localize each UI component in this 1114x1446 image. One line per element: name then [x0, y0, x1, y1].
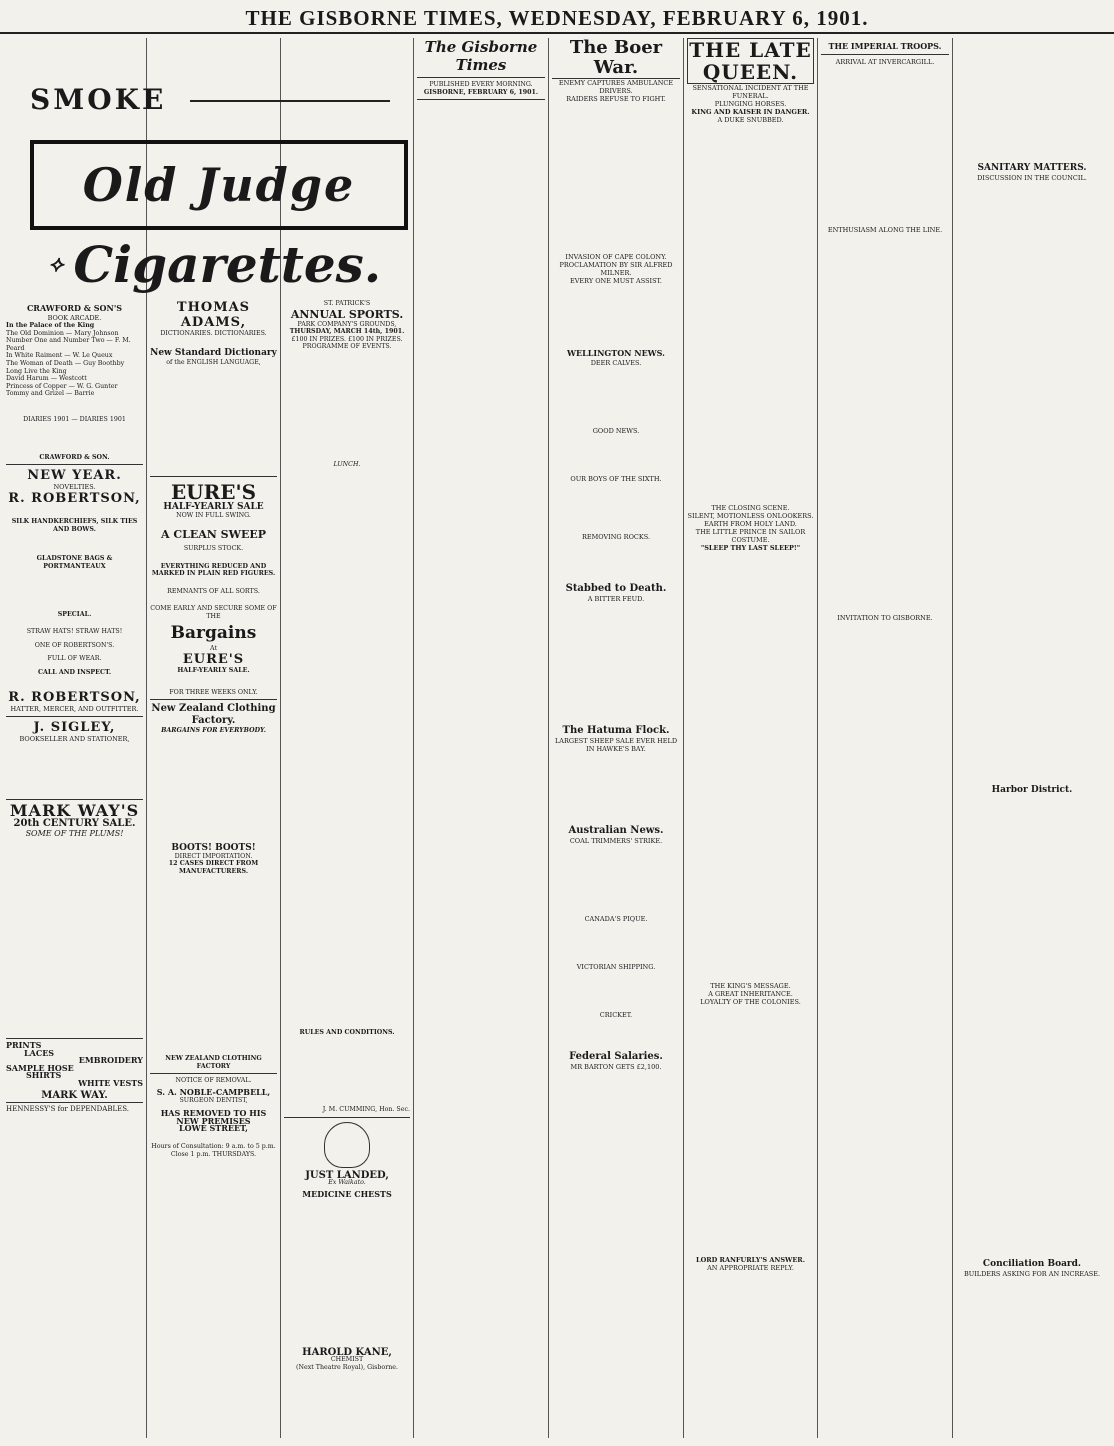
divider	[6, 1038, 143, 1039]
ad-line: DIARIES 1901 — DIARIES 1901	[23, 415, 126, 423]
article-body	[552, 285, 680, 345]
ad-line: SAMPLE HOSE	[6, 1062, 74, 1073]
ad-heading: JUST LANDED,	[305, 1169, 389, 1181]
ad-line: EVERYTHING REDUCED AND MARKED IN PLAIN RED FIGURES.	[151, 562, 276, 578]
ad-line: At	[210, 644, 217, 652]
divider	[150, 1073, 277, 1074]
divider	[821, 54, 949, 55]
headline: OUR BOYS OF THE SIXTH.	[570, 475, 662, 483]
ad-line: PARK COMPANY'S GROUNDS,	[297, 320, 397, 328]
ad-line: PRINTS	[6, 1040, 42, 1051]
headline: LARGEST SHEEP SALE EVER HELD IN HAWKE'S BAY.	[554, 737, 678, 753]
ad-heading: RULES AND CONDITIONS.	[299, 1028, 395, 1036]
headline: KING AND KAISER IN DANGER.	[691, 108, 810, 116]
column-5	[552, 38, 680, 1438]
article-body	[552, 483, 680, 533]
headline: A DUKE SNUBBED.	[717, 116, 784, 124]
section-title: THE LATE QUEEN.	[687, 38, 814, 84]
divider	[150, 476, 277, 477]
column-rule	[413, 38, 414, 1438]
column-rule	[548, 38, 549, 1438]
article-body	[552, 923, 680, 963]
headline: ENTHUSIASM ALONG THE LINE.	[827, 226, 943, 234]
column-6	[687, 38, 814, 1438]
ad-line: Close 1 p.m. THURSDAYS.	[170, 1150, 257, 1158]
headline: VICTORIAN SHIPPING.	[576, 963, 656, 971]
column-rule	[817, 38, 818, 1438]
headline: WELLINGTON NEWS.	[567, 348, 665, 358]
ad-heading: NEW YEAR.	[27, 468, 122, 484]
headline: THE KING'S MESSAGE.	[710, 982, 791, 990]
old-judge-banner	[30, 140, 408, 230]
ad-line: In the Palace of the King	[6, 322, 95, 329]
smoke-text: SMOKE	[30, 83, 167, 116]
column-2	[150, 300, 277, 1440]
ad-line: SILK HANDKERCHIEFS, SILK TIES AND BOWS.	[11, 518, 138, 533]
ad-line: (Next Theatre Royal), Gisborne.	[296, 1363, 398, 1371]
article-body	[552, 845, 680, 915]
product-list	[284, 1199, 410, 1349]
ad-line: THURSDAY, MARCH 14th, 1901.	[289, 328, 405, 336]
headline: THE IMPERIAL TROOPS.	[828, 41, 942, 51]
ad-line: S. A. NOBLE-CAMPBELL,	[156, 1087, 271, 1098]
headline: SILENT, MOTIONLESS ONLOOKERS.	[687, 512, 814, 520]
headline: GOOD NEWS.	[592, 427, 640, 435]
ad-line: CHEMIST	[330, 1356, 364, 1364]
list-item: Princess of Copper — W. G. Gunter	[6, 382, 118, 390]
headline: CRICKET.	[599, 1011, 633, 1019]
headline: REMOVING ROCKS.	[581, 533, 651, 541]
headline: SANITARY MATTERS.	[977, 163, 1087, 173]
divider	[6, 799, 143, 800]
divider	[417, 99, 545, 100]
page-masthead: THE GISBORNE TIMES, WEDNESDAY, FEBRUARY 6, 1901.	[0, 4, 1114, 34]
ad-heading: R. ROBERTSON,	[8, 690, 141, 706]
headline: A GREAT INHERITANCE.	[708, 990, 793, 998]
article-body	[821, 234, 949, 614]
ad-signoff: HAROLD KANE,	[302, 1346, 392, 1358]
headline: INVASION OF CAPE COLONY.	[565, 253, 667, 261]
product-name: Cigarettes.	[73, 234, 382, 294]
ad-heading: EURE'S	[170, 480, 257, 505]
headline: SENSATIONAL INCIDENT AT THE FUNERAL.	[692, 84, 809, 100]
column-1	[6, 300, 143, 1440]
ad-signoff: MARK WAY.	[41, 1089, 108, 1101]
ad-heading: ANNUAL SPORTS.	[290, 307, 404, 321]
ad-line: SPECIAL.	[57, 610, 92, 618]
ad-signoff: NEW ZEALAND CLOTHING FACTORY	[165, 1055, 262, 1070]
list-item: Long Live the King	[6, 367, 67, 375]
ad-subheading: BOOK ARCADE.	[47, 314, 102, 322]
ad-subheading: HATTER, MERCER, AND OUTFITTER.	[10, 705, 139, 714]
smoke-underline	[190, 100, 390, 102]
headline: Harbor District.	[991, 785, 1073, 795]
ad-line: LACES	[24, 1047, 55, 1058]
headline: Conciliation Board.	[982, 1259, 1082, 1269]
smoke-ad-header	[30, 80, 400, 128]
ad-line: New Standard Dictionary	[150, 347, 277, 358]
headline: PROCLAMATION BY SIR ALFRED MILNER.	[559, 261, 673, 277]
column-rule	[952, 38, 953, 1438]
ad-line: EMBROIDERY	[78, 1055, 143, 1066]
column-rule	[683, 38, 684, 1438]
coat-of-arms-icon	[324, 1122, 370, 1168]
ad-line: SURPLUS STOCK.	[183, 544, 244, 552]
ad-heading: ST. PATRICK'S	[323, 300, 371, 307]
article-body	[552, 541, 680, 581]
ad-heading: R. ROBERTSON,	[8, 491, 141, 507]
ad-heading: Bargains	[170, 622, 257, 643]
ad-heading: J. SIGLEY,	[33, 720, 116, 736]
ad-line: ONE OF ROBERTSON'S.	[34, 641, 115, 649]
ad-line: LUNCH.	[333, 460, 361, 468]
article-body	[552, 367, 680, 427]
headline: Stabbed to Death.	[565, 583, 667, 594]
ad-line: WHITE VESTS	[78, 1078, 143, 1089]
publication-note: PUBLISHED EVERY MORNING.	[429, 81, 533, 88]
headline: CANADA'S PIQUE.	[584, 915, 648, 923]
section-title: The Boer War.	[552, 38, 680, 79]
ad-line: HALF-YEARLY SALE.	[177, 667, 250, 675]
article-body	[552, 103, 680, 253]
dateline: GISBORNE, FEBRUARY 6, 1901.	[423, 88, 539, 96]
article-body	[956, 38, 1108, 160]
ad-line: 12 CASES DIRECT FROM MANUFACTURERS.	[168, 860, 259, 875]
headline: PLUNGING HORSES.	[714, 100, 787, 108]
ad-signoff: CRAWFORD & SON.	[39, 453, 110, 461]
ad-line: FULL OF WEAR.	[47, 655, 102, 663]
headline: THE CLOSING SCENE.	[711, 504, 790, 512]
ad-subheading: BARGAINS FOR EVERYBODY.	[161, 727, 266, 735]
ad-line: DIRECT IMPORTATION.	[174, 852, 253, 860]
article-body	[687, 124, 814, 504]
ad-line: £100 IN PRIZES. £100 IN PRIZES.	[291, 335, 403, 343]
ad-line: COME EARLY AND SECURE SOME OF THE	[150, 605, 277, 620]
list-item: The Woman of Death — Guy Boothby	[6, 359, 125, 367]
ad-subheading: BOOKSELLER AND STATIONER,	[19, 735, 130, 744]
ad-line: MEDICINE CHESTS	[302, 1188, 392, 1199]
ad-heading: NOTICE OF REMOVAL.	[175, 1077, 252, 1085]
headline: ENEMY CAPTURES AMBULANCE DRIVERS.	[558, 79, 674, 95]
list-item: David Harum — Westcott	[6, 375, 87, 383]
ad-heading: MARK WAY'S	[9, 801, 140, 821]
divider	[150, 699, 277, 700]
ad-line: of the ENGLISH LANGUAGE,	[166, 358, 261, 366]
ad-heading: New Zealand Clothing Factory.	[151, 703, 276, 727]
article-body	[821, 66, 949, 226]
divider	[6, 1102, 143, 1103]
article-body	[552, 753, 680, 823]
headline: A BITTER FEUD.	[587, 595, 645, 603]
article-body	[552, 971, 680, 1011]
ad-line: HENNESSY'S for DEPENDABLES.	[6, 1105, 129, 1114]
headline: BUILDERS ASKING FOR AN INCREASE.	[963, 1270, 1101, 1278]
headline: INVITATION TO GISBORNE.	[837, 614, 933, 622]
ad-line: LOWE STREET,	[179, 1123, 248, 1134]
ad-heading: BOOTS! BOOTS!	[171, 842, 256, 853]
event-list	[284, 351, 410, 461]
column-3	[284, 300, 410, 1440]
ad-subheading: DICTIONARIES. DICTIONARIES.	[160, 330, 267, 337]
article-body	[552, 603, 680, 723]
article-body	[956, 182, 1108, 782]
column-4	[417, 38, 545, 1438]
headline: LOYALTY OF THE COLONIES.	[700, 998, 801, 1006]
list-item: Tommy and Grizel — Barrie	[6, 390, 95, 398]
ad-line: GLADSTONE BAGS & PORTMANTEAUX	[36, 555, 113, 570]
headline: EARTH FROM HOLY LAND.	[704, 520, 797, 528]
article-body	[552, 435, 680, 475]
ad-heading: CRAWFORD & SON'S	[26, 303, 123, 313]
headline: LORD RANFURLY'S ANSWER.	[696, 1256, 805, 1264]
ad-line: Hours of Consultation: 9 a.m. to 5 p.m.	[151, 1143, 276, 1151]
ad-line: SHIRTS	[26, 1070, 62, 1081]
ad-signoff: J. M. CUMMING, Hon. Sec.	[322, 1106, 410, 1114]
ad-subheading: 20th CENTURY SALE.	[13, 818, 136, 830]
ad-heading: EURE'S	[182, 652, 245, 668]
list-item: Number One and Number Two — F. M. Peard	[6, 337, 131, 352]
headline: AN APPROPRIATE REPLY.	[707, 1264, 794, 1272]
list-item: In White Raiment — W. Le Queux	[6, 352, 113, 360]
divider	[417, 77, 545, 78]
ad-line: CALL AND INSPECT.	[37, 668, 112, 676]
ad-line: HAS REMOVED TO HIS NEW PREMISES	[160, 1108, 267, 1126]
divider	[6, 464, 143, 465]
ad-line: STRAW HATS! STRAW HATS!	[26, 628, 123, 636]
divider	[6, 716, 143, 717]
ad-line: NOW IN FULL SWING.	[176, 511, 251, 519]
headline: MR BARTON GETS £2,100.	[570, 1063, 662, 1071]
headline: Federal Salaries.	[569, 1051, 663, 1062]
headline: DISCUSSION IN THE COUNCIL.	[977, 174, 1087, 182]
ad-heading: THOMAS ADAMS,	[176, 300, 251, 330]
headline: The Hatuma Flock.	[562, 725, 670, 736]
ad-line: FOR THREE WEEKS ONLY.	[169, 688, 258, 696]
ad-line: REMNANTS OF ALL SORTS.	[167, 587, 260, 595]
divider	[284, 1117, 410, 1118]
ad-subheading: SOME OF THE PLUMS!	[25, 829, 124, 839]
ad-subheading: HALF-YEARLY SALE	[163, 502, 264, 513]
article-body	[552, 1019, 680, 1049]
ad-line: A CLEAN SWEEP	[161, 528, 266, 542]
headline: EVERY ONE MUST ASSIST.	[569, 277, 662, 285]
ad-line: SURGEON DENTIST,	[179, 1096, 248, 1104]
paper-title: The Gisborne Times	[424, 38, 538, 74]
article-body	[956, 796, 1108, 1256]
brand-name: Old Judge	[82, 158, 356, 212]
headline: Australian News.	[568, 825, 664, 836]
article-body	[687, 1006, 814, 1256]
column-7	[821, 38, 949, 1438]
article-body	[687, 552, 814, 982]
headline: ARRIVAL AT INVERCARGILL.	[835, 58, 935, 66]
headline: "SLEEP THY LAST SLEEP!"	[700, 544, 801, 552]
ad-line: PROGRAMME OF EVENTS.	[302, 343, 392, 351]
headline: DEER CALVES.	[590, 359, 642, 367]
headline: RAIDERS REFUSE TO FIGHT.	[566, 95, 666, 103]
ornament-icon: ⟡	[48, 251, 64, 277]
event-list	[284, 469, 410, 1029]
column-8	[956, 38, 1108, 1438]
cigarettes-banner	[30, 232, 400, 296]
ad-subheading: Ex Waikato.	[328, 1179, 366, 1187]
headline: COAL TRIMMERS' STRIKE.	[569, 837, 663, 845]
headline: THE LITTLE PRINCE IN SAILOR COSTUME.	[695, 528, 806, 544]
list-item: The Old Dominion — Mary Johnson	[6, 329, 119, 337]
ad-subheading: NOVELTIES.	[53, 483, 96, 492]
